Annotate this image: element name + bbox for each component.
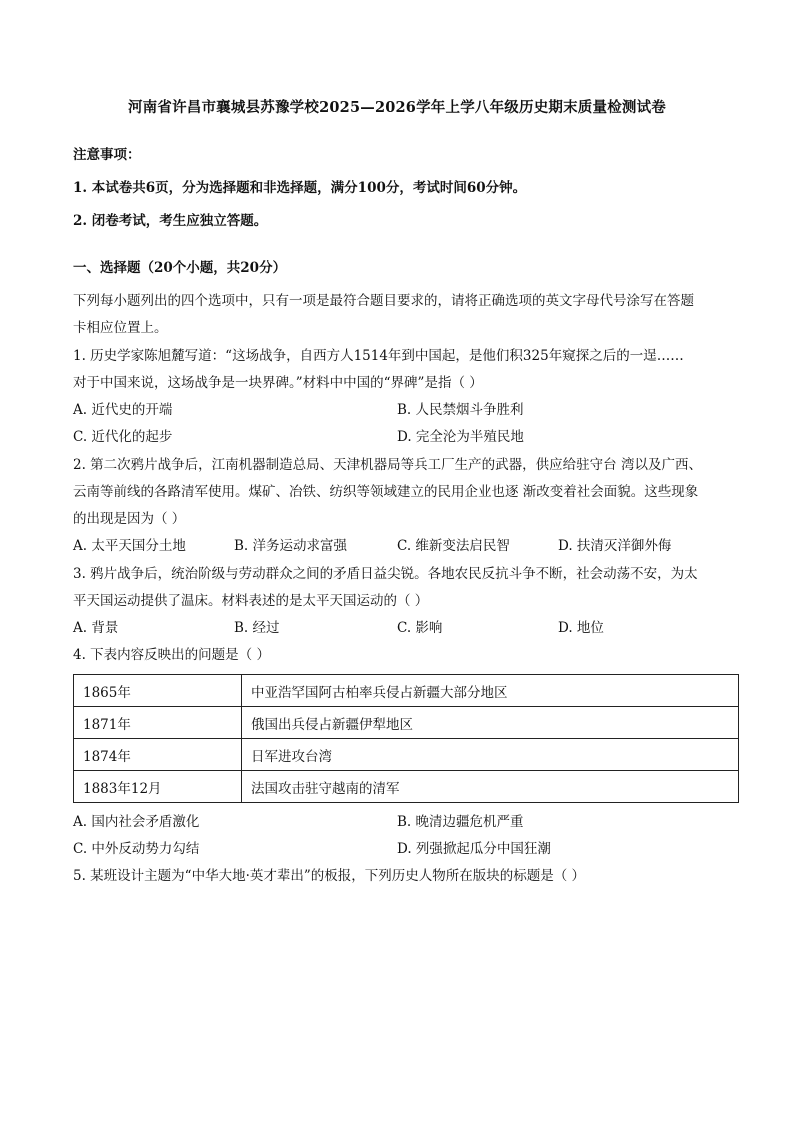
q4-table <box>73 674 739 803</box>
table-row <box>74 771 739 803</box>
table-cell-event: 俄国出兵侵占新疆伊犁地区 <box>242 707 739 739</box>
table-cell-year: 1874年 <box>74 739 242 771</box>
q2-option-c[interactable]: C. 维新变法启民智 <box>397 538 510 554</box>
q1-option-a[interactable]: A. 近代史的开端 <box>73 402 173 418</box>
table-cell-year: 1883年12月 <box>74 771 242 803</box>
q1-option-c[interactable]: C. 近代化的起步 <box>73 429 173 445</box>
q2-line-1: 2. 第二次鸦片战争后，江南机器制造总局、天津机器局等兵工厂生产的武器，供应给驻守台 湾以及广西、 <box>73 457 702 473</box>
table-row <box>74 675 739 707</box>
q3-option-a[interactable]: A. 背景 <box>73 620 119 636</box>
q1-line-1: 1. 历史学家陈旭麓写道：“这场战争，自西方人1514年到中国起，是他们积325年窥探之后的一逞…… <box>73 348 684 364</box>
q4-option-b[interactable]: B. 晚清边疆危机严重 <box>397 814 524 830</box>
q4-option-a[interactable]: A. 国内社会矛盾激化 <box>73 814 200 830</box>
q3-option-b[interactable]: B. 经过 <box>234 620 280 636</box>
q1-option-b[interactable]: B. 人民禁烟斗争胜利 <box>397 402 524 418</box>
q1-option-d[interactable]: D. 完全沦为半殖民地 <box>397 429 524 445</box>
q4-option-c[interactable]: C. 中外反动势力勾结 <box>73 841 200 857</box>
q5-line-1: 5. 某班设计主题为“中华大地·英才辈出”的板报，下列历史人物所在版块的标题是（ ） <box>73 868 586 884</box>
q2-line-3: 的出现是因为（ ） <box>73 511 186 527</box>
table-row <box>74 739 739 771</box>
q3-option-c[interactable]: C. 影响 <box>397 620 443 636</box>
table-cell-year: 1865年 <box>74 675 242 707</box>
q3-line-1: 3. 鸦片战争后，统治阶级与劳动群众之间的矛盾日益尖锐。各地农民反抗斗争不断，社会动荡不安，为太 <box>73 566 698 582</box>
instruction-line-2: 卡相应位置上。 <box>73 320 168 336</box>
table-row <box>74 707 739 739</box>
q2-option-d[interactable]: D. 扶清灭洋御外侮 <box>558 538 672 554</box>
table-cell-event: 中亚浩罕国阿古柏率兵侵占新疆大部分地区 <box>242 675 739 707</box>
q4-option-d[interactable]: D. 列强掀起瓜分中国狂潮 <box>397 841 551 857</box>
q4-line-1: 4. 下表内容反映出的问题是（ ） <box>73 647 270 663</box>
exam-title: 河南省许昌市襄城县苏豫学校2025—2026学年上学八年级历史期末质量检测试卷 <box>127 99 666 116</box>
notice-item-2: 2. 闭卷考试，考生应独立答题。 <box>73 213 268 229</box>
notice-item-1: 1. 本试卷共6页，分为选择题和非选择题，满分100分，考试时间60分钟。 <box>73 180 527 196</box>
q2-option-a[interactable]: A. 太平天国分土地 <box>73 538 186 554</box>
q3-line-2: 平天国运动提供了温床。材料表述的是太平天国运动的（ ） <box>73 593 429 609</box>
table-cell-event: 法国攻击驻守越南的清军 <box>242 771 739 803</box>
table-cell-event: 日军进攻台湾 <box>242 739 739 771</box>
section-heading: 一、选择题（20个小题，共20分） <box>73 260 287 276</box>
instruction-line-1: 下列每小题列出的四个选项中，只有一项是最符合题目要求的，请将正确选项的英文字母代号涂写在答题 <box>73 293 694 309</box>
q2-line-2: 云南等前线的各路清军使用。煤矿、冶铁、纺织等领域建立的民用企业也逐 渐改变着社会面貌。这些现象 <box>73 484 699 500</box>
q3-option-d[interactable]: D. 地位 <box>558 620 604 636</box>
table-cell-year: 1871年 <box>74 707 242 739</box>
notice-heading: 注意事项： <box>73 147 141 163</box>
q2-option-b[interactable]: B. 洋务运动求富强 <box>234 538 348 554</box>
q1-line-2: 对于中国来说，这场战争是一块界碑。”材料中中国的“界碑”是指（ ） <box>73 375 483 391</box>
